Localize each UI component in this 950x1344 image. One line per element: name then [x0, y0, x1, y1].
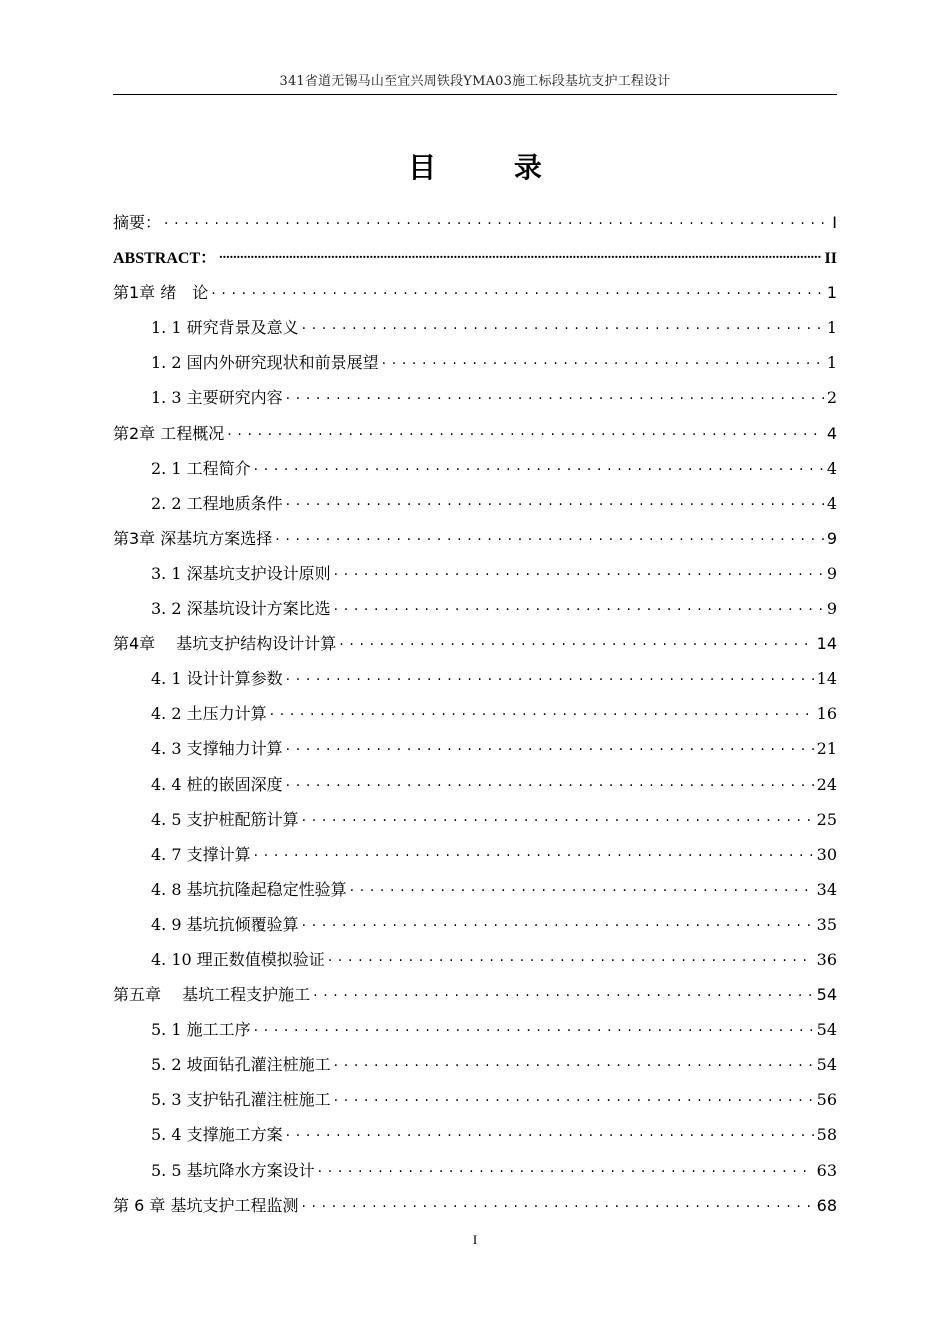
toc-entry-label: 2. 2 工程地质条件	[151, 493, 283, 513]
toc-entry-page: 4	[826, 423, 837, 443]
toc-leader-dots	[318, 1160, 814, 1176]
toc-entry[interactable]	[113, 561, 837, 596]
toc-entry[interactable]	[113, 877, 837, 912]
toc-entry-label: 4. 9 基坑抗倾覆验算	[151, 914, 299, 934]
toc-entry[interactable]	[113, 666, 837, 701]
toc-entry-page: 54	[816, 1020, 837, 1040]
toc-leader-dots	[286, 668, 814, 684]
toc-entry[interactable]	[113, 807, 837, 842]
toc-entry[interactable]	[113, 421, 837, 456]
toc-entry-page: I	[832, 213, 837, 232]
toc-entry-label: 5. 4 支撑施工方案	[151, 1125, 283, 1145]
toc-entry-label: 4. 2 土压力计算	[151, 704, 267, 724]
toc-leader-dots	[334, 598, 824, 614]
toc-entry-label: 第 6 章 基坑支护工程监测	[113, 1195, 299, 1215]
toc-entry[interactable]	[113, 1017, 837, 1052]
toc-entry-label: 第五章 基坑工程支护施工	[113, 985, 311, 1005]
toc-entry-label: 5. 1 施工工序	[151, 1020, 251, 1040]
toc-leader-dots	[227, 423, 824, 439]
toc-entry-page: 68	[816, 1195, 837, 1215]
toc-entry[interactable]	[113, 385, 837, 420]
toc-entry-label: 4. 3 支撑轴力计算	[151, 739, 283, 759]
toc-entry[interactable]	[113, 596, 837, 631]
toc-entry-label: 4. 7 支撑计算	[151, 844, 251, 864]
toc-entry[interactable]	[113, 701, 837, 736]
toc-entry[interactable]	[113, 280, 837, 315]
toc-entry-label: 3. 1 深基坑支护设计原则	[151, 563, 331, 583]
toc-entry-label: 5. 5 基坑降水方案设计	[151, 1160, 315, 1180]
toc-entry-label: 第4章 基坑支护结构设计计算	[113, 634, 337, 654]
toc-entry-label: 2. 1 工程简介	[151, 458, 251, 478]
toc-leader-dots	[286, 1124, 814, 1140]
toc-entry-page: 9	[826, 599, 837, 619]
toc-leader-dots	[301, 1195, 813, 1211]
toc-entry-page: 24	[816, 774, 837, 794]
toc-entry[interactable]	[113, 350, 837, 385]
toc-entry-page: 21	[816, 739, 837, 759]
toc-title: 目 录	[408, 151, 576, 184]
toc-leader-dots	[275, 528, 824, 544]
toc-entry-label: 4. 8 基坑抗隆起稳定性验算	[151, 879, 347, 899]
toc-entry[interactable]	[113, 1122, 837, 1157]
toc-entry[interactable]	[113, 1193, 837, 1228]
toc-entry-page: 2	[826, 388, 837, 408]
toc-entry-label: 摘要：	[113, 213, 162, 232]
toc-leader-dots	[164, 212, 829, 228]
toc-entry-label: 5. 2 坡面钻孔灌注桩施工	[151, 1055, 331, 1075]
toc-entry-page: II	[824, 250, 837, 268]
header-rule	[113, 94, 837, 95]
toc-entry-label: 4. 4 桩的嵌固深度	[151, 774, 283, 794]
toc-entry-label: 3. 2 深基坑设计方案比选	[151, 599, 331, 619]
toc-leader-dots	[334, 563, 824, 579]
toc-entry-page: 25	[816, 809, 837, 829]
toc-entry[interactable]	[113, 947, 837, 982]
toc-entry-label: 第1章 绪 论	[113, 283, 209, 303]
toc-leader-dots	[286, 774, 814, 790]
toc-entry[interactable]	[113, 315, 837, 350]
toc-entry-page: 54	[816, 1055, 837, 1075]
toc-entry[interactable]	[113, 1158, 837, 1193]
toc-entry[interactable]	[113, 912, 837, 947]
toc-entry-page: 1	[826, 283, 837, 303]
toc-entry[interactable]	[113, 456, 837, 491]
toc-entry-page: 56	[816, 1090, 837, 1110]
toc-entry-label: 1. 1 研究背景及意义	[151, 318, 299, 338]
toc-leader-dots	[286, 387, 824, 403]
toc-entry-page: 16	[816, 704, 837, 724]
toc-leader-dots	[254, 1019, 814, 1035]
toc-leader-dots	[254, 844, 814, 860]
toc-entry-label: 1. 3 主要研究内容	[151, 388, 283, 408]
toc-entry-page: 34	[816, 879, 837, 899]
toc-leader-dots	[334, 1054, 814, 1070]
toc-entry-page: 1	[826, 353, 837, 373]
toc-entry[interactable]	[113, 491, 837, 526]
toc-entry-label: 4. 10 理正数值模拟验证	[151, 949, 325, 969]
toc-entry-label: 第2章 工程概况	[113, 423, 225, 443]
toc-entry-page: 9	[826, 563, 837, 583]
toc-entry-page: 36	[816, 949, 837, 969]
toc-leader-dots	[339, 633, 813, 649]
toc-leader-dots	[254, 458, 824, 474]
toc-leader-dots	[313, 984, 814, 1000]
toc-entry[interactable]	[113, 772, 837, 807]
toc-entry-label: 第3章 深基坑方案选择	[113, 528, 273, 548]
toc-leader-dots	[302, 317, 824, 333]
toc-entry[interactable]	[113, 245, 837, 280]
toc-leader-dots	[286, 738, 814, 754]
toc-leader-dots	[328, 949, 814, 965]
toc-leader-dots	[350, 879, 814, 895]
toc-entry-page: 63	[816, 1160, 837, 1180]
toc-entry-label: 5. 3 支护钻孔灌注桩施工	[151, 1090, 331, 1110]
toc-entry-page: 58	[816, 1125, 837, 1145]
toc-entry-page: 30	[816, 844, 837, 864]
toc-leader-dots	[302, 809, 814, 825]
toc-entry-page: 1	[826, 318, 837, 338]
toc-entry[interactable]	[113, 1052, 837, 1087]
toc-entry-label: 4. 5 支护桩配筋计算	[151, 809, 299, 829]
toc-entry[interactable]	[113, 842, 837, 877]
toc-entry[interactable]	[113, 210, 837, 245]
page-number: I	[472, 1232, 478, 1247]
toc-entry-page: 4	[826, 493, 837, 513]
toc-entry[interactable]	[113, 1087, 837, 1122]
toc-entry-label: ABSTRACT：	[113, 250, 217, 268]
toc-entry[interactable]	[113, 631, 837, 666]
toc-leader-dots	[211, 282, 824, 298]
toc-entry-page: 35	[816, 914, 837, 934]
toc-entry-page: 9	[826, 528, 837, 548]
toc-entry-page: 4	[826, 458, 837, 478]
toc-entry[interactable]	[113, 526, 837, 561]
running-header: 341省道无锡马山至宜兴周铁段YMA03施工标段基坑支护工程设计	[279, 74, 671, 89]
toc-leader-dots	[219, 247, 821, 263]
toc-entry[interactable]	[113, 982, 837, 1017]
toc-leader-dots	[270, 703, 814, 719]
toc-entry-label: 4. 1 设计计算参数	[151, 669, 283, 689]
toc-entry-page: 14	[816, 669, 837, 689]
toc-leader-dots	[382, 352, 824, 368]
toc-entry-label: 1. 2 国内外研究现状和前景展望	[151, 353, 379, 373]
toc-leader-dots	[334, 1089, 814, 1105]
toc-list	[113, 210, 837, 1228]
toc-entry[interactable]	[113, 736, 837, 771]
toc-entry-page: 14	[816, 634, 837, 654]
toc-leader-dots	[302, 914, 814, 930]
toc-leader-dots	[286, 493, 824, 509]
toc-entry-page: 54	[816, 985, 837, 1005]
